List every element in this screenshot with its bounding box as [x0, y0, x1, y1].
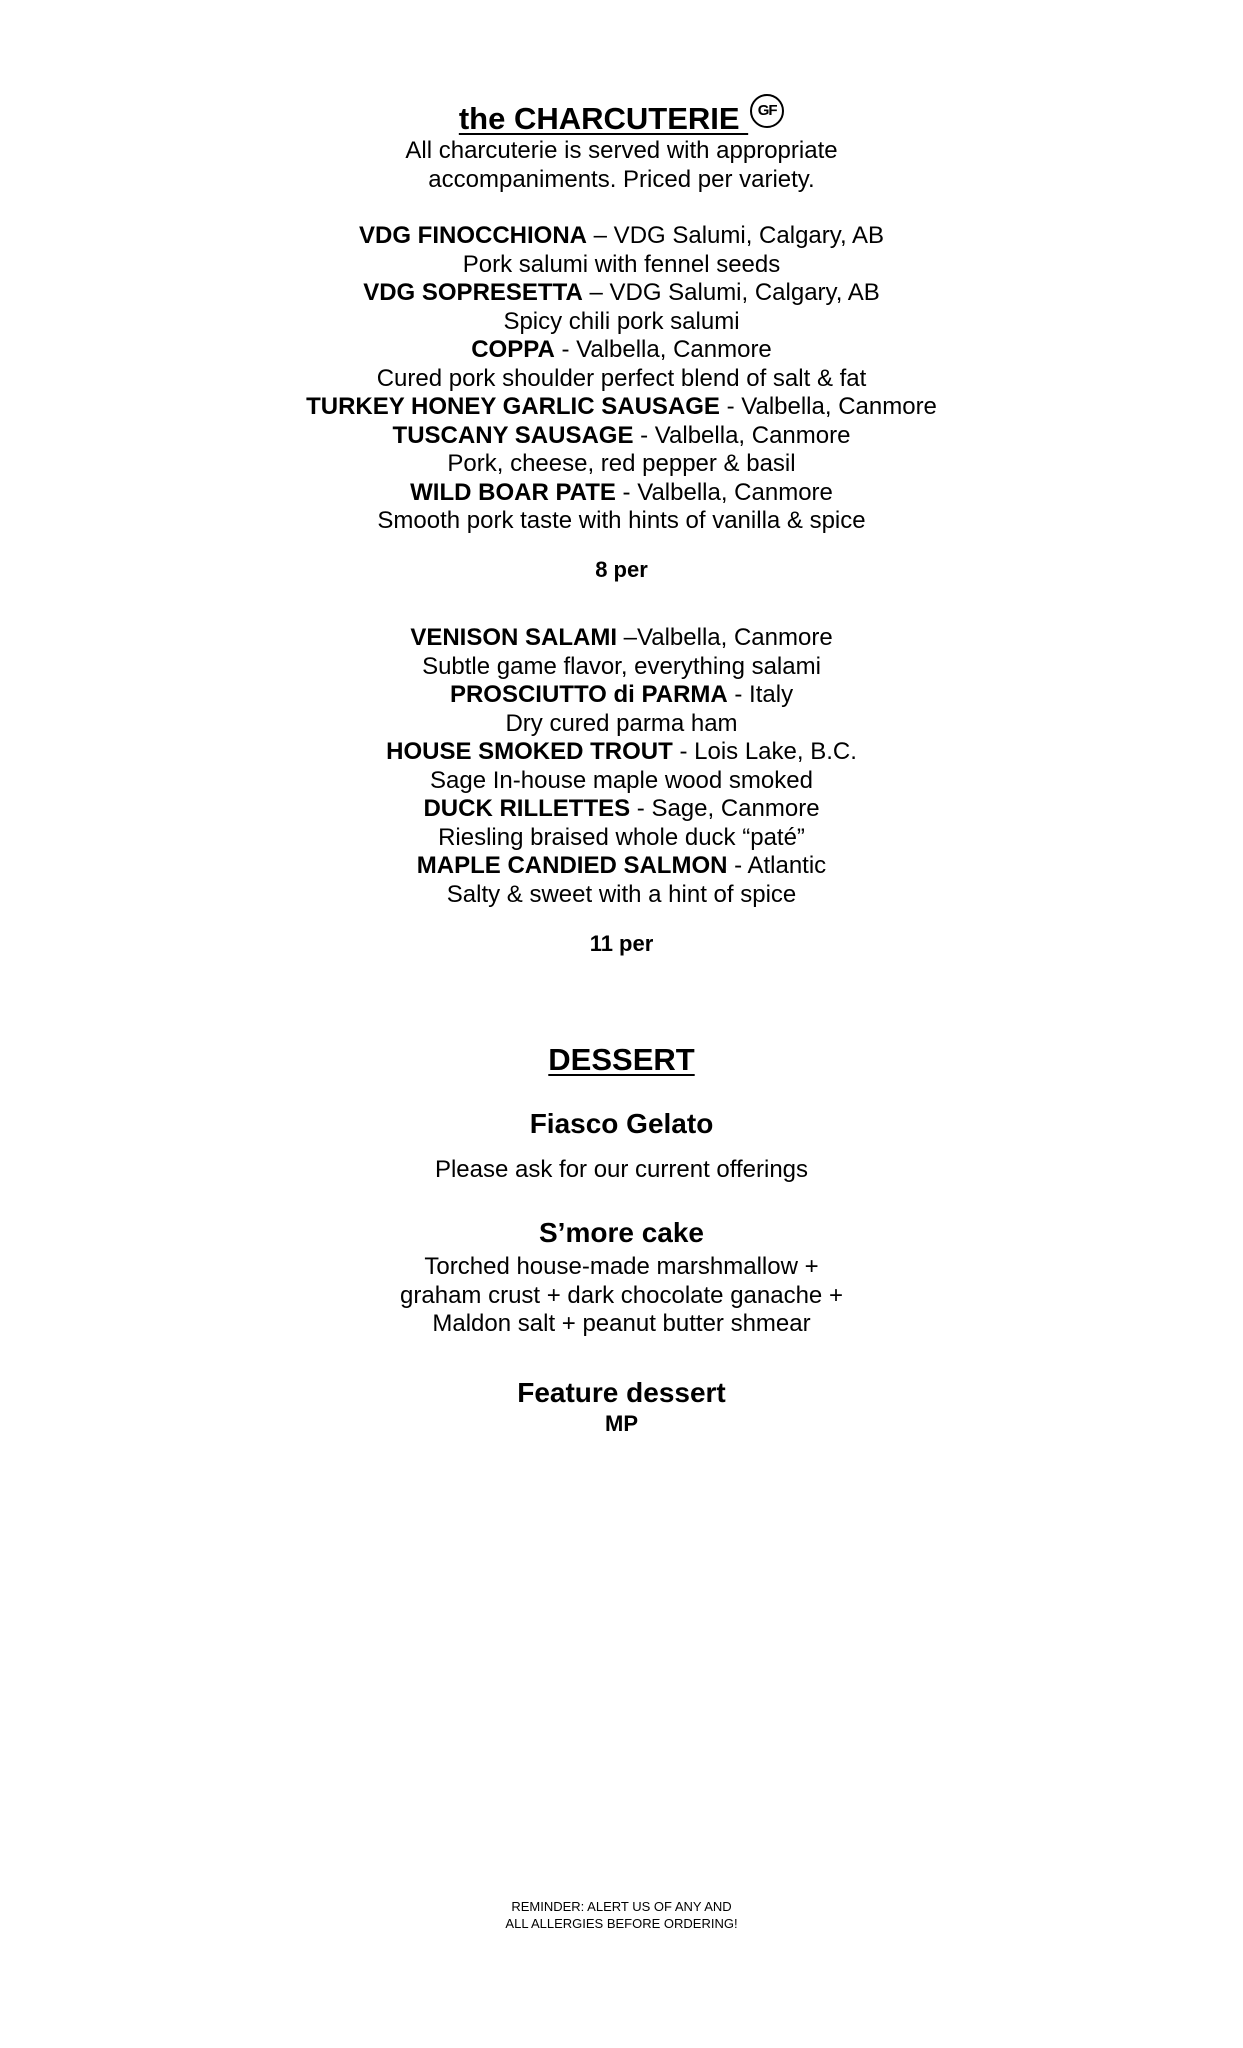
feature-dessert-price: MP: [605, 1411, 638, 1436]
item-name: WILD BOAR PATE: [410, 478, 616, 506]
item-origin: - Valbella, Canmore: [633, 421, 851, 449]
feature-dessert-name: Feature dessert: [517, 1377, 726, 1408]
item-origin: - Valbella, Canmore: [719, 393, 937, 420]
charcuterie-intro: [0, 137, 1243, 194]
item-description: Riesling braised whole duck “paté”: [438, 823, 805, 851]
item-origin: - Italy: [727, 681, 794, 708]
item-title: [0, 336, 1243, 365]
item-name: DUCK RILLETTES: [423, 795, 631, 822]
item-title: [0, 222, 1243, 251]
item-title: [0, 738, 1243, 767]
item-origin: - Sage, Canmore: [630, 795, 820, 822]
item-description: Smooth pork taste with hints of vanilla & spice: [377, 507, 866, 534]
item-name: TUSCANY SAUSAGE: [392, 421, 634, 449]
gluten-free-icon: GF: [750, 94, 784, 128]
item-title: [0, 795, 1243, 824]
item-name: VDG FINOCCHIONA: [359, 222, 587, 249]
item-origin: –Valbella, Canmore: [617, 624, 833, 651]
charcuterie-title: the CHARCUTERIE: [458, 101, 749, 136]
item-description: Sage In-house maple wood smoked: [430, 766, 813, 794]
item-title: [0, 479, 1243, 508]
item-origin: - Valbella, Canmore: [554, 336, 772, 363]
item-origin: – VDG Salumi, Calgary, AB: [582, 279, 880, 306]
item-description: Pork, cheese, red pepper & basil: [447, 450, 796, 477]
charcuterie-heading: [0, 94, 1243, 137]
item-title: [0, 852, 1243, 881]
item-title: [0, 279, 1243, 308]
intro-line: All charcuterie is served with appropriate: [405, 137, 838, 164]
item-title: [0, 393, 1243, 422]
item-name: VENISON SALAMI: [410, 624, 617, 651]
allergy-reminder: [0, 1898, 1243, 1932]
group-2-price: 11 per: [589, 931, 654, 956]
item-name: PROSCIUTTO di PARMA: [449, 681, 728, 708]
gelato-name: Fiasco Gelato: [529, 1108, 714, 1139]
item-description: Spicy chili pork salumi: [503, 307, 740, 335]
item-description: Dry cured parma ham: [505, 709, 738, 737]
group-1-price: 8 per: [595, 557, 648, 582]
intro-line: accompaniments. Priced per variety.: [428, 165, 815, 193]
smore-description: [0, 1253, 1243, 1339]
item-description: Salty & sweet with a hint of spice: [446, 880, 797, 908]
item-description: Pork salumi with fennel seeds: [462, 250, 781, 278]
item-origin: - Valbella, Canmore: [615, 478, 833, 506]
item-name: COPPA: [471, 336, 555, 363]
item-description: Cured pork shoulder perfect blend of salt & fat: [376, 364, 867, 392]
item-description: Subtle game flavor, everything salami: [422, 652, 821, 680]
smore-line: Torched house-made marshmallow +: [424, 1253, 819, 1280]
reminder-line: ALL ALLERGIES BEFORE ORDERING!: [505, 1916, 738, 1931]
item-title: [0, 681, 1243, 710]
item-title: [0, 624, 1243, 653]
item-origin: – VDG Salumi, Calgary, AB: [587, 222, 884, 249]
smore-line: graham crust + dark chocolate ganache +: [400, 1281, 843, 1309]
smore-name: S’more cake: [539, 1217, 704, 1248]
item-name: VDG SOPRESETTA: [363, 279, 583, 306]
item-title: [0, 422, 1243, 451]
item-name: HOUSE SMOKED TROUT: [386, 738, 673, 765]
item-name: MAPLE CANDIED SALMON: [416, 852, 728, 879]
dessert-title: DESSERT: [548, 1042, 695, 1077]
gelato-description: Please ask for our current offerings: [434, 1156, 809, 1183]
item-name: TURKEY HONEY GARLIC SAUSAGE: [306, 393, 720, 420]
smore-line: Maldon salt + peanut butter shmear: [432, 1310, 811, 1337]
charcuterie-group-2: [0, 624, 1243, 909]
charcuterie-group-1: [0, 222, 1243, 536]
item-origin: - Lois Lake, B.C.: [672, 738, 857, 765]
reminder-line: REMINDER: ALERT US OF ANY AND: [511, 1899, 732, 1914]
item-origin: - Atlantic: [727, 852, 827, 879]
